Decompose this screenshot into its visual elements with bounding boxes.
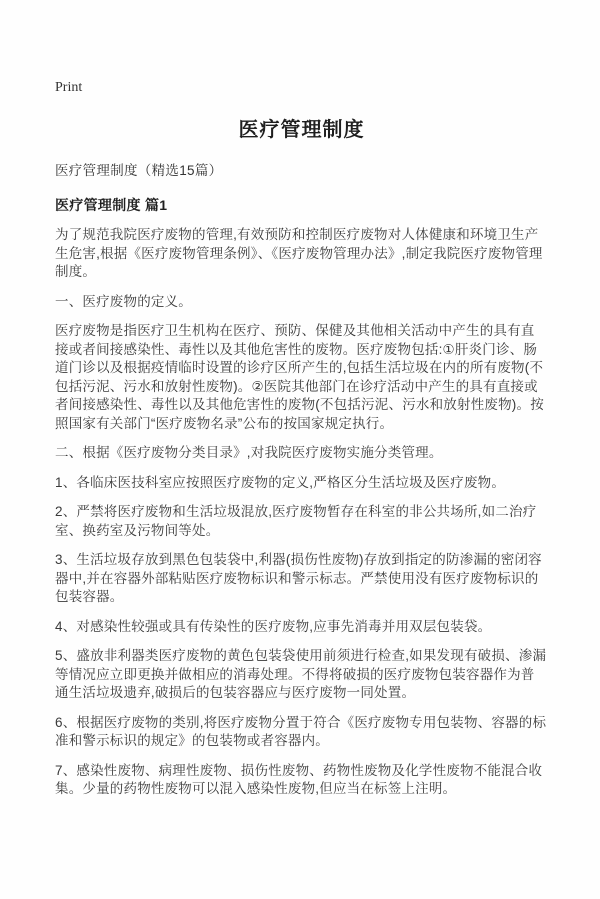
paragraph-section-2: 二、根据《医疗废物分类目录》,对我院医疗废物实施分类管理。 xyxy=(55,445,443,460)
paragraph-item-4: 4、对感染性较强或具有传染性的医疗废物,应事先消毒并用双层包装袋。 xyxy=(55,618,492,634)
section-heading: 医疗管理制度 篇1 xyxy=(55,197,168,213)
paragraph-intro: 为了规范我院医疗废物的管理,有效预防和控制医疗废物对人体健康和环境卫生产生危害,根据《医疗废物管理条例》、《医疗废物管理办法》,制定我院医疗废物管理制度。 xyxy=(55,227,543,279)
paragraph-definition: 医疗废物是指医疗卫生机构在医疗、预防、保健及其他相关活动中产生的具有直接或者间接感染性、毒性以及其他危害性的废物。医疗废物包括:①肝炎门诊、肠道门诊以及根据疫情临时设置的诊疗区所产生的,包括生活垃圾在内的所有废物(不包括污泥、污水和放射性废物)。②医院其他部门在诊疗活动中产生的具有直接或者间接感染性、毒性以及其他危害性的废物(不包括污泥、污水和放射性废物)。按照国家有关部门“医疗废物名录”公布的按国家规定执行。 xyxy=(55,323,544,431)
paragraph-item-1: 1、各临床医技科室应按照医疗废物的定义,严格区分生活垃圾及医疗废物。 xyxy=(55,474,506,490)
document-subtitle: 医疗管理制度（精选15篇） xyxy=(55,163,223,178)
paragraph-item-2: 2、严禁将医疗废物和生活垃圾混放,医疗废物暂存在科室的非公共场所,如二治疗室、换药室及污物间等处。 xyxy=(55,504,537,538)
page-title: 医疗管理制度 xyxy=(238,119,365,141)
paragraph-section-1: 一、医疗废物的定义。 xyxy=(55,293,192,309)
paragraph-item-5: 5、盛放非利器类医疗废物的黄色包装袋使用前须进行检查,如果发现有破损、渗漏等情况应立即更换并做相应的消毒处理。不得将破损的医疗废物包装容器作为普通生活垃圾遗弃,破损后的包装容器应与医疗废物一同处置。 xyxy=(55,648,547,700)
print-link[interactable]: Print xyxy=(55,80,83,95)
paragraph-item-6: 6、根据医疗废物的类别,将医疗废物分置于符合《医疗废物专用包装物、容器的标准和警示标识的规定》的包装物或者容器内。 xyxy=(55,714,547,748)
paragraph-item-7: 7、感染性废物、病理性废物、损伤性废物、药物性废物及化学性废物不能混合收集。少量的药物性废物可以混入感染性废物,但应当在标签上注明。 xyxy=(55,762,543,796)
paragraph-item-3: 3、生活垃圾存放到黑色包装袋中,利器(损伤性废物)存放到指定的防渗漏的密闭容器中,并在容器外部粘贴医疗废物标识和警示标志。严禁使用没有医疗废物标识的包装容器。 xyxy=(55,552,542,604)
